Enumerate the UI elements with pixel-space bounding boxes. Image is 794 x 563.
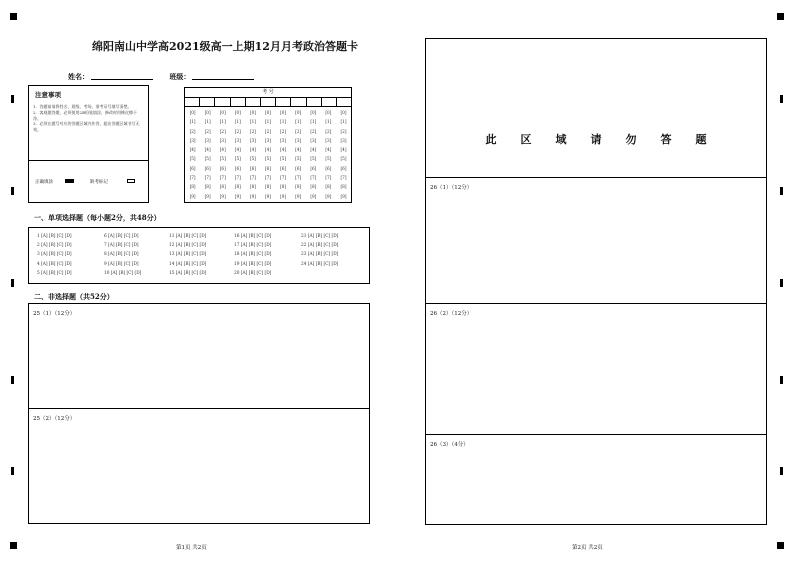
exam-digit-bubble[interactable]: [9] bbox=[280, 193, 287, 199]
exam-digit-bubble[interactable]: [4] bbox=[219, 147, 226, 153]
exam-number-grid bbox=[184, 87, 352, 203]
exam-digit-bubble[interactable]: [6] bbox=[310, 165, 317, 171]
exam-digit-bubble[interactable]: [8] bbox=[325, 184, 332, 190]
exam-digit-bubble[interactable]: [6] bbox=[219, 165, 226, 171]
exam-digit-column bbox=[230, 108, 245, 201]
exam-digit-bubble[interactable]: [3] bbox=[189, 137, 196, 143]
mc-question-1[interactable]: 1 [A] [B] [C] [D] bbox=[37, 234, 72, 239]
exam-digit-bubble[interactable]: [5] bbox=[234, 156, 241, 162]
exam-digit-bubble[interactable]: [2] bbox=[219, 128, 226, 134]
notice-title: 注意事项 bbox=[35, 91, 61, 99]
timing-mark bbox=[11, 467, 14, 475]
exam-digit-bubble[interactable]: [7] bbox=[280, 175, 287, 181]
exam-digit-bubble[interactable]: [3] bbox=[219, 137, 226, 143]
exam-digit-bubble[interactable]: [5] bbox=[249, 156, 256, 162]
exam-digit-column bbox=[245, 108, 260, 201]
exam-digit-bubble[interactable]: [1] bbox=[325, 119, 332, 125]
exam-digit-bubble[interactable]: [9] bbox=[249, 193, 256, 199]
mc-question-11[interactable]: 11 [A] [B] [C] [D] bbox=[169, 234, 207, 239]
mc-question-20[interactable]: 20 [A] [B] [C] [D] bbox=[234, 270, 272, 276]
exam-digit-bubble[interactable]: [8] bbox=[280, 184, 287, 190]
mc-question-22[interactable]: 22 [A] [B] [C] [D] bbox=[301, 243, 339, 249]
exam-digit-bubble[interactable]: [7] bbox=[249, 175, 256, 181]
notice-box bbox=[28, 85, 149, 203]
exam-digit-bubble[interactable]: [2] bbox=[295, 128, 302, 134]
exam-digit-bubble[interactable]: [8] bbox=[249, 184, 256, 190]
exam-digit-bubble[interactable]: [7] bbox=[295, 175, 302, 181]
timing-mark bbox=[780, 95, 783, 103]
registration-mark-br bbox=[777, 542, 784, 549]
exam-digit-bubble[interactable]: [3] bbox=[310, 137, 317, 143]
no-answer-zone bbox=[425, 38, 767, 178]
exam-digit-bubble[interactable]: [5] bbox=[219, 156, 226, 162]
exam-digit-bubble[interactable]: [7] bbox=[219, 175, 226, 181]
exam-digit-bubble[interactable]: [1] bbox=[249, 119, 256, 125]
exam-digit-bubble[interactable]: [8] bbox=[234, 184, 241, 190]
answer-box-26-3[interactable] bbox=[425, 434, 767, 525]
exam-digit-bubble[interactable]: [7] bbox=[340, 175, 347, 181]
question-label: 25（1）（12分） bbox=[33, 311, 76, 317]
exam-digit-bubble[interactable]: [8] bbox=[219, 184, 226, 190]
correct-fill-sample bbox=[65, 179, 74, 183]
exam-digit-bubble[interactable]: [4] bbox=[265, 147, 271, 153]
mc-question-21[interactable]: 21 [A] [B] [C] [D] bbox=[301, 234, 339, 239]
exam-number-label: 考 号 bbox=[185, 88, 351, 98]
exam-digit-bubble[interactable]: [8] bbox=[310, 184, 317, 190]
exam-digit-columns bbox=[185, 108, 351, 201]
exam-digit-bubble[interactable]: [3] bbox=[340, 137, 347, 143]
exam-digit-bubble[interactable]: [6] bbox=[234, 165, 241, 171]
notice-item: 2．客观题答题，必须使用2B铅笔填涂，修改时用橡皮擦干净。 bbox=[33, 109, 138, 121]
mc-question-10[interactable]: 10 [A] [B] [C] [D] bbox=[104, 270, 142, 276]
timing-mark bbox=[780, 279, 783, 287]
answer-box-26-1[interactable] bbox=[425, 177, 767, 304]
exam-digit-bubble[interactable]: [0] bbox=[234, 110, 241, 115]
exam-digit-bubble[interactable]: [5] bbox=[280, 156, 287, 162]
exam-digit-bubble[interactable]: [7] bbox=[234, 175, 241, 181]
exam-digit-bubble[interactable]: [6] bbox=[189, 165, 196, 171]
answer-box-25-2[interactable] bbox=[28, 408, 370, 524]
exam-digit-bubble[interactable]: [3] bbox=[280, 137, 287, 143]
exam-digit-bubble[interactable]: [4] bbox=[234, 147, 241, 153]
exam-digit-bubble[interactable]: [1] bbox=[189, 119, 196, 125]
exam-digit-bubble[interactable]: [8] bbox=[189, 184, 196, 190]
page-title: 绵阳南山中学高2021级高一上期12月月考政治答题卡 bbox=[92, 40, 358, 53]
exam-digit-bubble[interactable]: [0] bbox=[219, 110, 226, 115]
exam-digit-bubble[interactable]: [8] bbox=[340, 184, 347, 190]
exam-digit-bubble[interactable]: [2] bbox=[280, 128, 287, 134]
exam-digit-bubble[interactable]: [8] bbox=[204, 184, 211, 190]
exam-digit-bubble[interactable]: [0] bbox=[295, 110, 302, 115]
timing-mark bbox=[11, 279, 14, 287]
mc-question-12[interactable]: 12 [A] [B] [C] [D] bbox=[169, 243, 207, 249]
mc-question-7[interactable]: 7 [A] [B] [C] [D] bbox=[104, 243, 139, 249]
mc-question-24[interactable]: 24 [A] [B] [C] [D] bbox=[301, 261, 339, 267]
exam-digit-column bbox=[306, 108, 321, 201]
exam-digit-bubble[interactable]: [9] bbox=[340, 193, 347, 199]
mc-question-9[interactable]: 9 [A] [B] [C] [D] bbox=[104, 261, 139, 267]
question-label: 26（2）（12分） bbox=[430, 311, 473, 317]
exam-digit-bubble[interactable]: [7] bbox=[189, 175, 196, 181]
exam-digit-bubble[interactable]: [2] bbox=[265, 128, 271, 134]
exam-digit-bubble[interactable]: [3] bbox=[234, 137, 241, 143]
mc-question-15[interactable]: 15 [A] [B] [C] [D] bbox=[169, 270, 207, 276]
exam-digit-bubble[interactable]: [4] bbox=[204, 147, 211, 153]
exam-digit-bubble[interactable]: [6] bbox=[325, 165, 332, 171]
exam-digit-bubble[interactable]: [6] bbox=[265, 165, 271, 171]
mc-question-6[interactable]: 6 [A] [B] [C] [D] bbox=[104, 234, 139, 239]
question-label: 25（2）（12分） bbox=[33, 416, 76, 422]
mc-question-23[interactable]: 23 [A] [B] [C] [D] bbox=[301, 252, 339, 258]
question-label: 26（1）（12分） bbox=[430, 185, 473, 191]
exam-digit-bubble[interactable]: [7] bbox=[265, 175, 271, 181]
name-label: 姓名： bbox=[68, 72, 89, 81]
exam-digit-bubble[interactable]: [1] bbox=[295, 119, 302, 125]
exam-digit-bubble[interactable]: [1] bbox=[219, 119, 226, 125]
exam-digit-bubble[interactable]: [4] bbox=[310, 147, 317, 153]
exam-digit-bubble[interactable]: [9] bbox=[295, 193, 302, 199]
exam-digit-bubble[interactable]: [5] bbox=[325, 156, 332, 162]
answer-box-26-2[interactable] bbox=[425, 303, 767, 435]
exam-digit-bubble[interactable]: [4] bbox=[340, 147, 347, 153]
exam-digit-bubble[interactable]: [1] bbox=[280, 119, 287, 125]
timing-mark bbox=[11, 95, 14, 103]
exam-digit-column bbox=[321, 108, 336, 201]
timing-mark bbox=[780, 376, 783, 384]
page-footer: 第1页 共2页 bbox=[176, 545, 207, 551]
exam-digit-column bbox=[185, 108, 200, 201]
correct-fill-label: 正确填涂 bbox=[35, 180, 53, 185]
exam-digit-bubble[interactable]: [5] bbox=[310, 156, 317, 162]
page-footer: 第2页 共2页 bbox=[572, 545, 603, 551]
mc-question-19[interactable]: 19 [A] [B] [C] [D] bbox=[234, 261, 272, 267]
notice-item: 1．答题前请将姓名、班级、考场、准考证号填写清楚。 bbox=[33, 104, 132, 109]
exam-digit-bubble[interactable]: [2] bbox=[310, 128, 317, 134]
exam-number-write-row[interactable] bbox=[185, 97, 351, 107]
exam-digit-bubble[interactable]: [2] bbox=[340, 128, 347, 134]
no-answer-zone-text: 此区域请勿答题 bbox=[485, 133, 731, 146]
notice-item: 3．必须在题号对应的答题区域内作答，超出答题区域书写无效。 bbox=[33, 121, 140, 133]
exam-digit-column bbox=[260, 108, 275, 201]
exam-digit-bubble[interactable]: [1] bbox=[265, 119, 271, 125]
exam-digit-column bbox=[336, 108, 351, 201]
timing-mark bbox=[780, 467, 783, 475]
divider bbox=[29, 160, 148, 161]
name-field[interactable] bbox=[91, 79, 153, 80]
exam-digit-bubble[interactable]: [0] bbox=[265, 110, 271, 115]
mc-question-5[interactable]: 5 [A] [B] [C] [D] bbox=[37, 270, 72, 276]
exam-digit-bubble[interactable]: [9] bbox=[219, 193, 226, 199]
exam-digit-bubble[interactable]: [6] bbox=[280, 165, 287, 171]
answer-box-25-1[interactable] bbox=[28, 303, 370, 409]
exam-digit-bubble[interactable]: [4] bbox=[280, 147, 287, 153]
exam-digit-bubble[interactable]: [3] bbox=[204, 137, 211, 143]
exam-digit-bubble[interactable]: [9] bbox=[189, 193, 196, 199]
exam-digit-bubble[interactable]: [0] bbox=[249, 110, 256, 115]
exam-digit-bubble[interactable]: [7] bbox=[204, 175, 211, 181]
mc-question-8[interactable]: 8 [A] [B] [C] [D] bbox=[104, 252, 139, 258]
exam-digit-bubble[interactable]: [5] bbox=[340, 156, 347, 162]
exam-digit-column bbox=[276, 108, 291, 201]
class-field[interactable] bbox=[192, 79, 254, 80]
missing-mark-label: 缺考标记 bbox=[90, 180, 108, 185]
exam-digit-bubble[interactable]: [5] bbox=[189, 156, 196, 162]
exam-digit-bubble[interactable]: [0] bbox=[280, 110, 287, 115]
exam-digit-bubble[interactable]: [0] bbox=[189, 110, 196, 115]
exam-digit-bubble[interactable]: [6] bbox=[204, 165, 211, 171]
exam-digit-bubble[interactable]: [5] bbox=[295, 156, 302, 162]
exam-digit-bubble[interactable]: [2] bbox=[249, 128, 256, 134]
name-class-bar bbox=[68, 72, 268, 82]
exam-digit-bubble[interactable]: [7] bbox=[310, 175, 317, 181]
exam-digit-bubble[interactable]: [4] bbox=[295, 147, 302, 153]
exam-digit-bubble[interactable]: [8] bbox=[265, 184, 271, 190]
mc-question-18[interactable]: 18 [A] [B] [C] [D] bbox=[234, 252, 272, 258]
exam-digit-bubble[interactable]: [0] bbox=[310, 110, 317, 115]
timing-mark bbox=[11, 187, 14, 195]
exam-digit-bubble[interactable]: [0] bbox=[340, 110, 347, 115]
exam-digit-bubble[interactable]: [4] bbox=[249, 147, 256, 153]
exam-digit-bubble[interactable]: [4] bbox=[325, 147, 332, 153]
timing-mark bbox=[780, 187, 783, 195]
exam-digit-bubble[interactable]: [3] bbox=[249, 137, 256, 143]
exam-digit-bubble[interactable]: [6] bbox=[249, 165, 256, 171]
timing-mark bbox=[11, 376, 14, 384]
mc-question-2[interactable]: 2 [A] [B] [C] [D] bbox=[37, 243, 72, 249]
exam-digit-bubble[interactable]: [3] bbox=[295, 137, 302, 143]
exam-digit-column bbox=[215, 108, 230, 201]
exam-digit-bubble[interactable]: [6] bbox=[295, 165, 302, 171]
notice-text bbox=[33, 104, 143, 133]
registration-mark-bl bbox=[10, 542, 17, 549]
exam-digit-bubble[interactable]: [3] bbox=[265, 137, 271, 143]
mc-question-13[interactable]: 13 [A] [B] [C] [D] bbox=[169, 252, 207, 258]
exam-digit-bubble[interactable]: [5] bbox=[265, 156, 271, 162]
exam-digit-column bbox=[291, 108, 306, 201]
mc-question-3[interactable]: 3 [A] [B] [C] [D] bbox=[37, 252, 72, 258]
exam-digit-column bbox=[200, 108, 215, 201]
registration-mark-tl bbox=[10, 13, 17, 20]
exam-digit-bubble[interactable]: [9] bbox=[234, 193, 241, 199]
exam-digit-bubble[interactable]: [1] bbox=[204, 119, 211, 125]
exam-digit-bubble[interactable]: [0] bbox=[204, 110, 211, 115]
exam-digit-bubble[interactable]: [2] bbox=[325, 128, 332, 134]
registration-mark-tr bbox=[777, 13, 784, 20]
mc-question-17[interactable]: 17 [A] [B] [C] [D] bbox=[234, 243, 272, 249]
missing-mark-checkbox[interactable] bbox=[127, 179, 135, 183]
exam-digit-bubble[interactable]: [8] bbox=[295, 184, 302, 190]
class-label: 班级： bbox=[169, 72, 191, 81]
mc-question-14[interactable]: 14 [A] [B] [C] [D] bbox=[169, 261, 207, 267]
exam-digit-bubble[interactable]: [3] bbox=[325, 137, 332, 143]
exam-digit-bubble[interactable]: [1] bbox=[234, 119, 241, 125]
section2-title: 二、非选择题（共52分） bbox=[34, 292, 114, 301]
exam-digit-bubble[interactable]: [4] bbox=[189, 147, 196, 153]
section1-title: 一、单项选择题（每小题2分，共48分） bbox=[34, 213, 161, 222]
exam-digit-bubble[interactable]: [6] bbox=[340, 165, 347, 171]
exam-digit-bubble[interactable]: [2] bbox=[189, 128, 196, 134]
exam-digit-bubble[interactable]: [1] bbox=[340, 119, 347, 125]
exam-digit-bubble[interactable]: [1] bbox=[310, 119, 317, 125]
exam-digit-bubble[interactable]: [5] bbox=[204, 156, 211, 162]
exam-digit-bubble[interactable]: [9] bbox=[204, 193, 211, 199]
exam-digit-bubble[interactable]: [2] bbox=[234, 128, 241, 134]
exam-digit-bubble[interactable]: [9] bbox=[265, 193, 271, 199]
exam-digit-bubble[interactable]: [7] bbox=[325, 175, 332, 181]
exam-digit-bubble[interactable]: [9] bbox=[310, 193, 317, 199]
mc-question-16[interactable]: 16 [A] [B] [C] [D] bbox=[234, 234, 272, 239]
exam-digit-bubble[interactable]: [2] bbox=[204, 128, 211, 134]
exam-digit-bubble[interactable]: [0] bbox=[325, 110, 332, 115]
exam-digit-bubble[interactable]: [9] bbox=[325, 193, 332, 199]
mc-answer-grid bbox=[28, 227, 370, 284]
question-label: 26（3）（4分） bbox=[430, 442, 469, 448]
mc-question-4[interactable]: 4 [A] [B] [C] [D] bbox=[37, 261, 72, 267]
